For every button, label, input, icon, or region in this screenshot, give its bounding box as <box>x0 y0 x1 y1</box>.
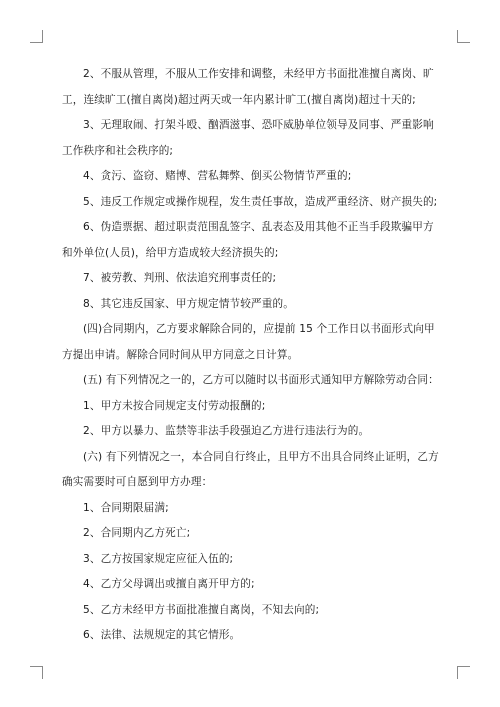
crop-mark-bottom-left <box>30 666 43 679</box>
paragraph-clause-5: 5、违反工作规定或操作规程，发生责任事故，造成严重经济、财产损失的; <box>83 195 438 208</box>
paragraph-section-6-item-5: 5、乙方未经甲方书面批准擅自离岗，不知去向的; <box>83 603 320 616</box>
paragraph-clause-3: 3、无理取闹、打架斗殴、酗酒滋事、恐吓威胁单位领导及同事、严重影响工作秩序和社会秩序的; <box>62 119 434 157</box>
paragraph-section-5-item-1: 1、甲方未按合同规定支付劳动报酬的; <box>83 399 266 412</box>
paragraph-clause-6: 6、伪造票据、超过职责范围乱签字、乱表态及用其他不正当手段欺骗甲方和外单位(人员)，给甲方造成较大经济损失的; <box>62 221 434 259</box>
crop-mark-top-right <box>457 30 470 43</box>
paragraph-section-6-item-2: 2、合同期内乙方死亡; <box>83 527 191 539</box>
paragraph-section-6-item-1: 1、合同期限届满; <box>83 501 169 514</box>
paragraph-section-4: (四)合同期内，乙方要求解除合同的，应提前 15 个工作日以书面形式向甲方提出申请。解除合同时间从甲方同意之日计算。 <box>62 323 435 361</box>
paragraph-section-5: (五) 有下列情况之一的，乙方可以随时以书面形式通知甲方解除劳动合同： <box>83 374 439 386</box>
paragraph-section-6-item-4: 4、乙方父母调出或擅自离开甲方的; <box>83 578 255 590</box>
paragraph-clause-7: 7、被劳教、判刑、依法追究刑事责任的; <box>83 272 277 284</box>
crop-mark-bottom-right <box>457 666 470 679</box>
paragraph-section-6-item-3: 3、乙方按国家规定应征入伍的; <box>83 552 234 565</box>
paragraph-section-5-item-2: 2、甲方以暴力、监禁等非法手段强迫乙方进行违法行为的。 <box>83 425 370 437</box>
document-body <box>62 62 444 649</box>
paragraph-clause-4: 4、贪污、盗窃、赌博、营私舞弊、倒买公物情节严重的; <box>83 170 352 182</box>
paragraph-clause-2: 2、不服从管理，不服从工作安排和调整，未经甲方书面批准擅自离岗、旷工，连续旷工(擅自离岗)超过两天或一年内累计旷工(擅自离岗)超过十天的; <box>62 68 434 106</box>
paragraph-section-6: (六) 有下列情况之一，本合同自行终止，且甲方不出具合同终止证明，乙方确实需要时可自愿到甲方办理： <box>62 450 439 488</box>
crop-mark-top-left <box>30 30 43 43</box>
paragraph-section-6-item-6: 6、法律、法规规定的其它情形。 <box>83 629 241 641</box>
paragraph-clause-8: 8、其它违反国家、甲方规定情节较严重的。 <box>83 297 295 310</box>
